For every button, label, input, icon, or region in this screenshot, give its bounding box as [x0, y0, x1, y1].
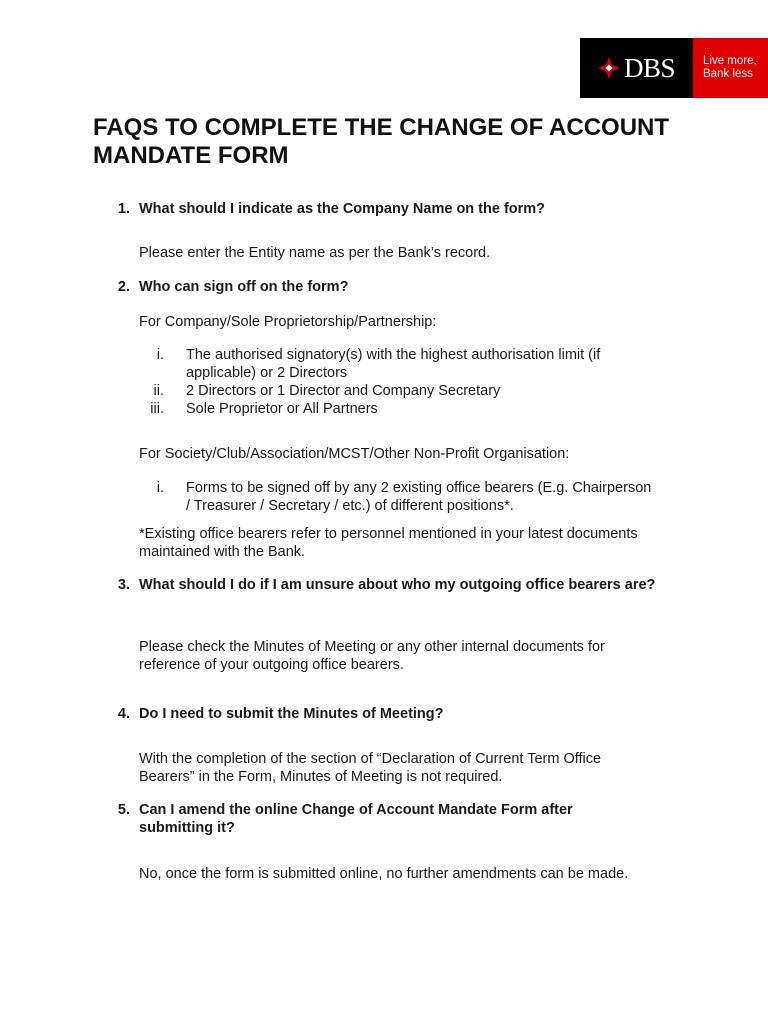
- faq-1-question: What should I indicate as the Company Name on the form?: [139, 201, 546, 217]
- dbs-logo-wordmark: [580, 38, 693, 98]
- faq-2-group2-item-1-text: Forms to be signed off by any 2 existing office bearers (E.g. Chairperson / Treasurer / Secretary / etc.) of different positions*.: [186, 480, 652, 514]
- faq-2-group2-item-1-number: i.: [156, 480, 164, 496]
- faq-2-item-1-text: The authorised signatory(s) with the highest authorisation limit (if applicable) or 2 Directors: [186, 347, 601, 381]
- tagline-line2: Bank less: [703, 68, 753, 80]
- faq-2-item-2-text: 2 Directors or 1 Director and Company Secretary: [186, 383, 501, 399]
- faq-5-answer: No, once the form is submitted online, no further amendments can be made.: [139, 866, 629, 882]
- faq-1-number: 1.: [117, 201, 130, 217]
- dbs-logo: [580, 38, 768, 98]
- faq-1-answer: Please enter the Entity name as per the Bank’s record.: [139, 245, 491, 261]
- tagline-line1: Live more,: [703, 55, 757, 67]
- faq-2-question: Who can sign off on the form?: [139, 279, 349, 295]
- dbs-star-icon: [598, 57, 620, 79]
- dbs-brand-text: DBS: [623, 52, 676, 83]
- dbs-tagline: [693, 38, 768, 98]
- faq-4-number: 4.: [117, 706, 130, 722]
- faq-2-item-3-text: Sole Proprietor or All Partners: [186, 401, 378, 417]
- faq-2-item-2-number: ii.: [153, 383, 164, 399]
- faq-4-question: Do I need to submit the Minutes of Meeting?: [139, 706, 444, 722]
- faq-5-number: 5.: [117, 802, 130, 818]
- faq-4-answer: With the completion of the section of “Declaration of Current Term Office Bearers” in the Form, Minutes of Meeting is not required.: [139, 751, 602, 785]
- faq-3-question: What should I do if I am unsure about who my outgoing office bearers are?: [139, 577, 656, 593]
- faq-3-number: 3.: [117, 577, 130, 593]
- faq-2-note: *Existing office bearers refer to personnel mentioned in your latest documents maintained with the Bank.: [139, 526, 638, 560]
- faq-2-group1-heading: For Company/Sole Proprietorship/Partnership:: [139, 314, 437, 330]
- faq-2-item-3-number: iii.: [150, 401, 164, 417]
- faq-2-number: 2.: [117, 279, 130, 295]
- faq-5-question: Can I amend the online Change of Account Mandate Form after submitting it?: [139, 802, 573, 836]
- faq-2-group2-heading: For Society/Club/Association/MCST/Other Non-Profit Organisation:: [139, 446, 570, 462]
- faq-2-item-1-number: i.: [156, 347, 164, 363]
- page-title: FAQS TO COMPLETE THE CHANGE OF ACCOUNT MANDATE FORM: [93, 114, 670, 169]
- faq-3-answer: Please check the Minutes of Meeting or any other internal documents for reference of your outgoing office bearers.: [139, 639, 605, 673]
